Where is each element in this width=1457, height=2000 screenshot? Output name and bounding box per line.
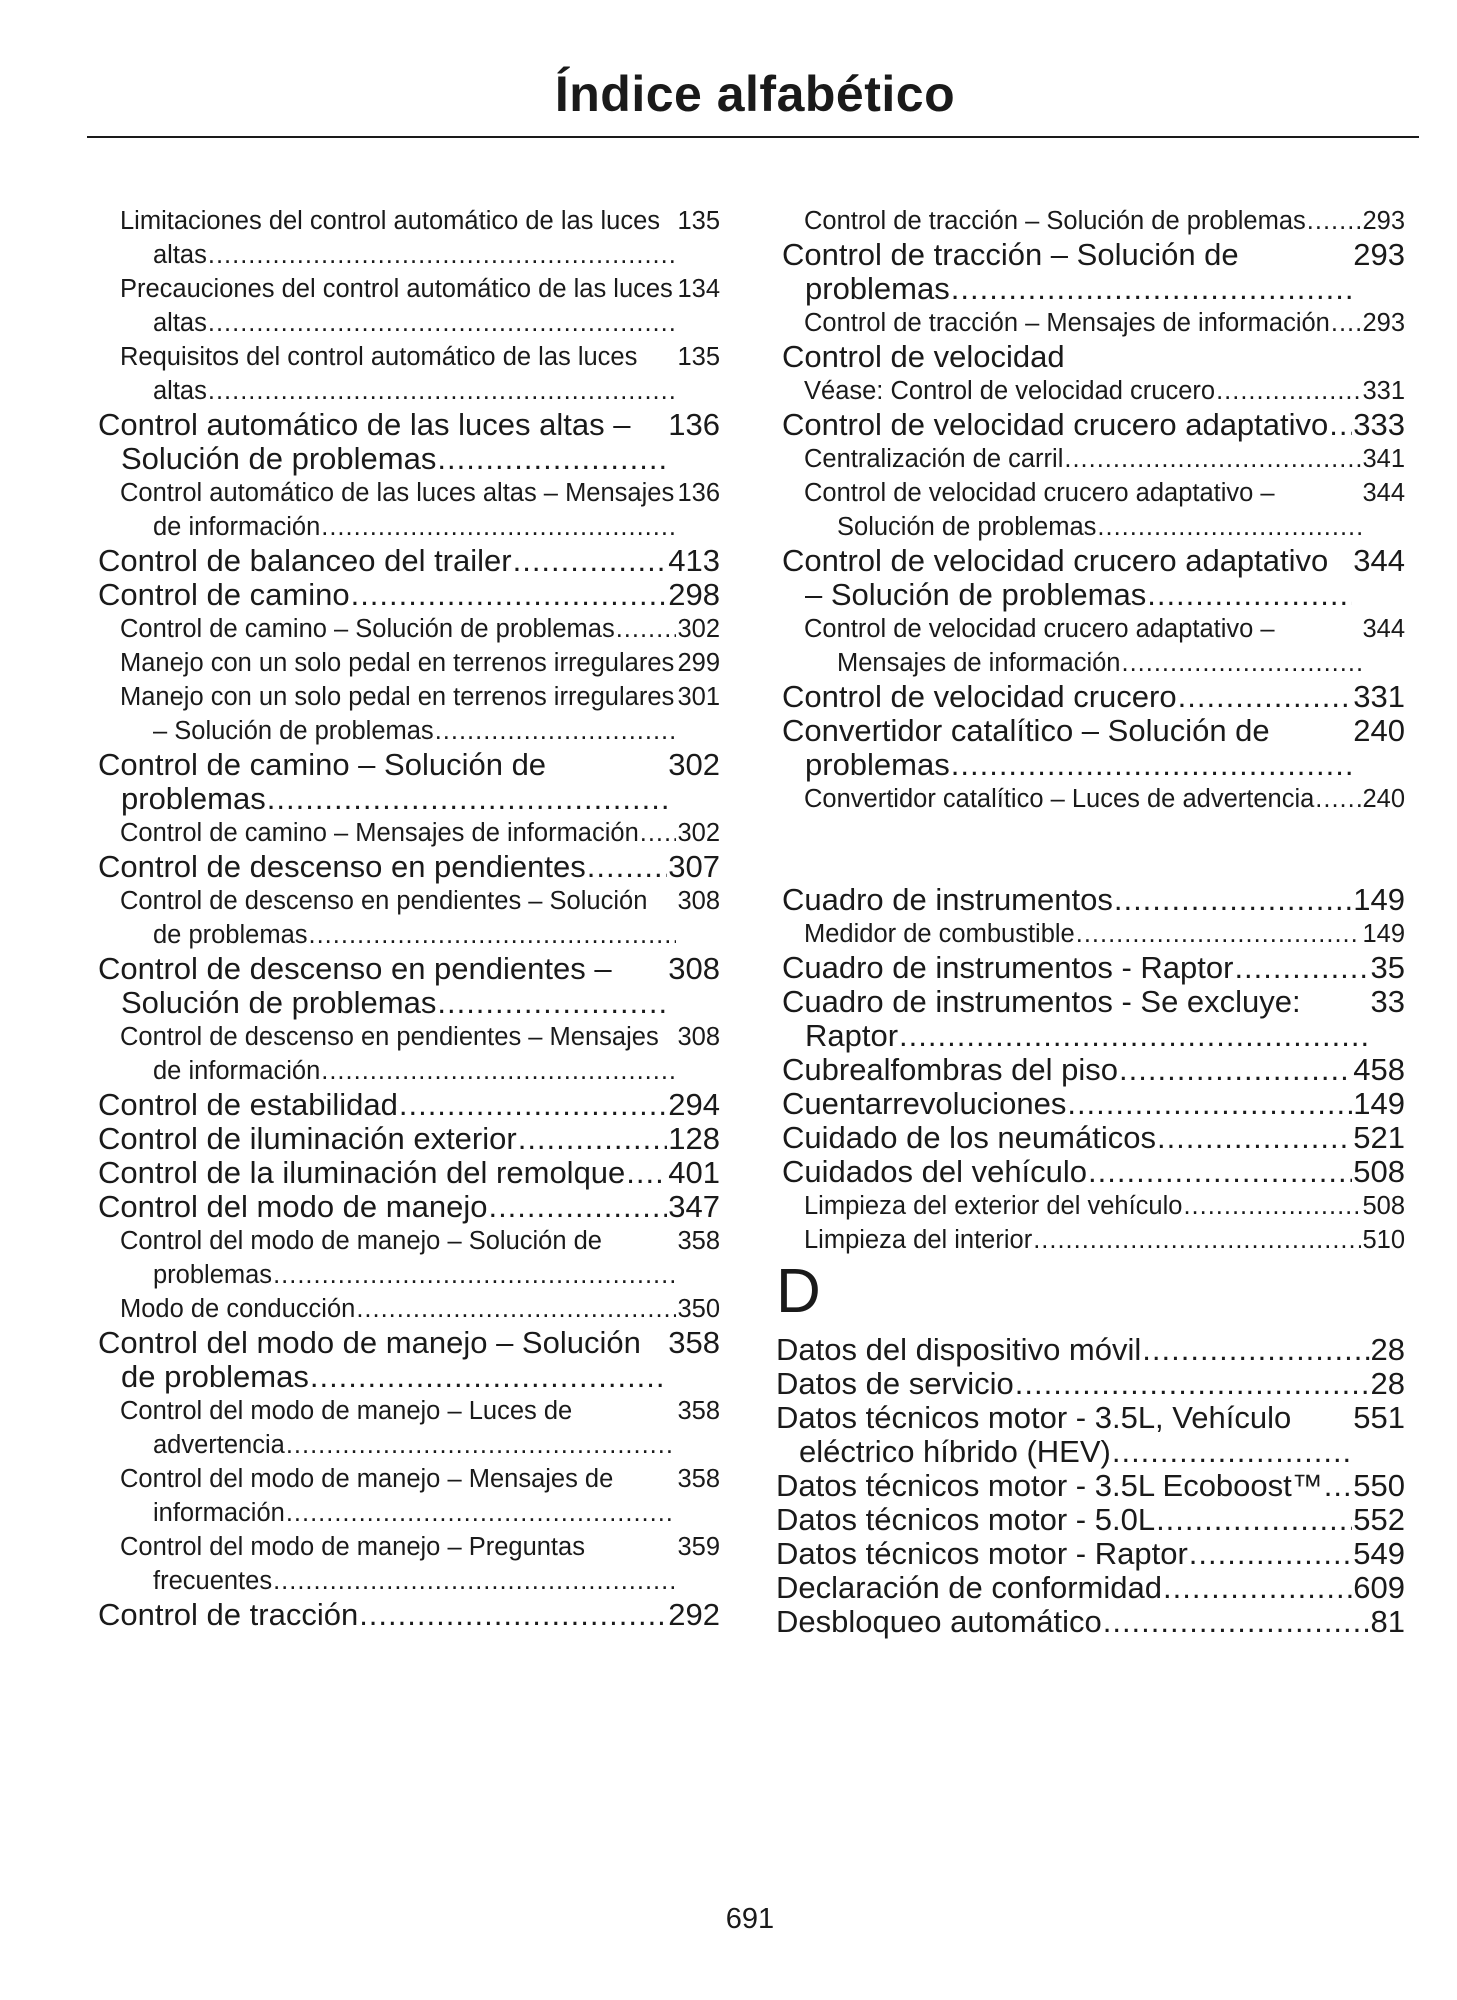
index-page-number: 508	[1353, 1154, 1405, 1189]
index-page-number: 135	[676, 204, 720, 238]
index-page-number: 136	[676, 476, 720, 510]
index-subentry	[782, 204, 1405, 238]
page-title: Índice alfabético	[554, 66, 956, 122]
index-term: Control de descenso en pendientes – Solución de problemas .....	[98, 952, 667, 1020]
index-entry	[98, 748, 720, 816]
index-page-number: 359	[676, 1530, 720, 1564]
index-term: Cuadro de instrumentos .....	[782, 883, 1352, 917]
index-subentry	[782, 1223, 1405, 1257]
index-page-number: 552	[1353, 1502, 1405, 1537]
index-term: Control del modo de manejo .....	[98, 1190, 667, 1224]
index-page-number: 293	[1361, 204, 1405, 238]
index-page-number: 609	[1353, 1570, 1405, 1605]
index-term: Control de estabilidad .....	[98, 1088, 667, 1122]
index-subentry	[782, 476, 1405, 544]
index-term: Datos del dispositivo móvil .....	[776, 1333, 1370, 1367]
index-page-number: 28	[1370, 1366, 1405, 1401]
index-term: Cubrealfombras del piso .....	[782, 1053, 1352, 1087]
index-subentry	[782, 442, 1405, 476]
index-term: Cuadro de instrumentos - Raptor .....	[782, 951, 1370, 985]
index-term: Cuadro de instrumentos - Se excluye: Raptor .....	[782, 985, 1370, 1053]
index-subentry	[98, 272, 720, 340]
index-entry	[782, 1087, 1405, 1121]
index-page-number: 134	[676, 272, 720, 306]
index-term: Control del modo de manejo – Mensajes de información .....	[120, 1462, 676, 1530]
index-entry	[98, 952, 720, 1020]
index-term: Control de descenso en pendientes .....	[98, 850, 667, 884]
index-entry	[98, 1598, 720, 1632]
index-page-number: 240	[1361, 782, 1405, 816]
index-term: Control de velocidad crucero adaptativo .....	[782, 408, 1352, 442]
index-term: Convertidor catalítico – Luces de advertencia .....	[804, 782, 1361, 816]
index-page-number: 521	[1353, 1120, 1405, 1155]
index-page-number: 358	[668, 1325, 720, 1360]
section-letter-d: D	[776, 1257, 821, 1326]
index-term: Control de tracción – Solución de problemas .....	[804, 204, 1361, 238]
index-page-number: 298	[668, 577, 720, 612]
index-term: Medidor de combustible .....	[804, 917, 1361, 951]
index-term: Convertidor catalítico – Solución de problemas .....	[782, 714, 1352, 782]
index-page-number: 136	[668, 407, 720, 442]
index-entry	[98, 544, 720, 578]
index-term: Control del modo de manejo – Preguntas frecuentes .....	[120, 1530, 676, 1598]
index-entry	[98, 1156, 720, 1190]
index-page-number: 128	[668, 1121, 720, 1156]
index-term: Control de velocidad crucero adaptativo – Mensajes de información .....	[804, 612, 1361, 680]
index-term: Declaración de conformidad .....	[776, 1571, 1352, 1605]
index-column-left	[98, 204, 720, 1632]
index-term: Datos técnicos motor - 5.0L .....	[776, 1503, 1352, 1537]
index-subentry	[782, 612, 1405, 680]
index-subentry	[98, 816, 720, 850]
index-term: Requisitos del control automático de las luces altas .....	[120, 340, 676, 408]
index-subentry	[98, 204, 720, 272]
index-page-number: 358	[676, 1224, 720, 1258]
index-entry	[776, 1367, 1405, 1401]
index-term: Datos de servicio .....	[776, 1367, 1370, 1401]
index-term: Control de descenso en pendientes – Mensajes de información .....	[120, 1020, 676, 1088]
index-term: Control de descenso en pendientes – Solución de problemas .....	[120, 884, 676, 952]
index-page-number: 358	[676, 1394, 720, 1428]
index-group-cuadro	[782, 883, 1405, 1257]
index-term: Control de iluminación exterior .....	[98, 1122, 667, 1156]
index-page-number: 293	[1353, 237, 1405, 272]
index-term: Datos técnicos motor - Raptor .....	[776, 1537, 1352, 1571]
index-page-number: 240	[1353, 713, 1405, 748]
index-page-number: 551	[1353, 1400, 1405, 1435]
index-entry	[776, 1469, 1405, 1503]
index-term: Control de la iluminación del remolque .....	[98, 1156, 667, 1190]
index-column-right	[776, 204, 1405, 1639]
index-entry	[98, 578, 720, 612]
index-term: Cuidado de los neumáticos .....	[782, 1121, 1352, 1155]
index-subentry	[782, 374, 1405, 408]
index-subentry	[782, 306, 1405, 340]
index-term: Control de camino – Mensajes de información .....	[120, 816, 676, 850]
index-entry	[782, 985, 1405, 1053]
index-page-number: 307	[668, 849, 720, 884]
index-subentry	[98, 1462, 720, 1530]
index-term: Control del modo de manejo – Solución de problemas .....	[120, 1224, 676, 1292]
index-subentry	[98, 646, 720, 680]
index-entry	[98, 1326, 720, 1394]
index-term: Manejo con un solo pedal en terrenos irregulares .....	[120, 646, 676, 680]
index-page-number: 81	[1370, 1604, 1405, 1639]
index-term: Control de tracción – Mensajes de información .....	[804, 306, 1361, 340]
index-subentry	[98, 612, 720, 646]
index-entry	[782, 238, 1405, 306]
index-term: Datos técnicos motor - 3.5L, Vehículo eléctrico híbrido (HEV) .....	[776, 1401, 1352, 1469]
index-entry	[782, 680, 1405, 714]
index-page-number: 341	[1361, 442, 1405, 476]
index-subentry	[782, 1189, 1405, 1223]
index-term: Control de velocidad	[782, 339, 1065, 374]
index-term: Cuidados del vehículo .....	[782, 1155, 1352, 1189]
index-page-number: 292	[668, 1597, 720, 1632]
index-page-number: 28	[1370, 1332, 1405, 1367]
index-term: Limitaciones del control automático de las luces altas .....	[120, 204, 676, 272]
group-spacer	[782, 816, 1405, 883]
index-page-number: 302	[676, 612, 720, 646]
index-term: Control de velocidad crucero adaptativo – Solución de problemas .....	[804, 476, 1361, 544]
index-page-number: 331	[1353, 679, 1405, 714]
index-term: Precauciones del control automático de las luces altas .....	[120, 272, 676, 340]
index-page-number: 350	[676, 1292, 720, 1326]
index-term: Control del modo de manejo – Solución de problemas .....	[98, 1326, 667, 1394]
index-page-number: 299	[676, 646, 720, 680]
index-entry	[98, 1122, 720, 1156]
index-term: Control de tracción .....	[98, 1598, 667, 1632]
index-term: Desbloqueo automático .....	[776, 1605, 1370, 1639]
index-subentry	[98, 1292, 720, 1326]
index-entry	[782, 883, 1405, 917]
index-page-number: 401	[668, 1155, 720, 1190]
index-subentry	[98, 1020, 720, 1088]
index-entry	[776, 1571, 1405, 1605]
index-subentry	[98, 476, 720, 544]
index-page-number: 331	[1361, 374, 1405, 408]
index-entry	[782, 714, 1405, 782]
index-page-number: 413	[668, 543, 720, 578]
index-page-number: 149	[1361, 917, 1405, 951]
index-group-d	[776, 1333, 1405, 1639]
index-page-number: 549	[1353, 1536, 1405, 1571]
index-entry	[782, 1121, 1405, 1155]
title-divider	[87, 136, 1419, 138]
index-page-number: 358	[676, 1462, 720, 1496]
index-page-number: 458	[1353, 1052, 1405, 1087]
index-entry	[782, 408, 1405, 442]
index-term: Limpieza del interior .....	[804, 1223, 1361, 1257]
page-number: 691	[725, 1903, 775, 1935]
index-entry	[782, 1053, 1405, 1087]
index-subentry	[782, 917, 1405, 951]
index-term: Control de velocidad crucero adaptativo – Solución de problemas .....	[782, 544, 1352, 612]
index-page-number: 301	[676, 680, 720, 714]
index-page-number: 294	[668, 1087, 720, 1122]
index-page-number: 302	[668, 747, 720, 782]
index-page-number: 293	[1361, 306, 1405, 340]
index-page-number: 308	[676, 884, 720, 918]
index-page-number: 347	[668, 1189, 720, 1224]
index-term: Control de camino – Solución de problemas .....	[98, 748, 667, 816]
index-page-number: 308	[668, 951, 720, 986]
index-entry	[776, 1333, 1405, 1367]
index-term: Véase: Control de velocidad crucero .....	[804, 374, 1361, 408]
index-term: Control de balanceo del trailer .....	[98, 544, 667, 578]
index-page-number: 149	[1353, 882, 1405, 917]
index-term: Control de camino – Solución de problemas .....	[120, 612, 676, 646]
index-subentry	[98, 884, 720, 952]
index-subentry	[98, 1530, 720, 1598]
index-term: Limpieza del exterior del vehículo .....	[804, 1189, 1361, 1223]
index-page-number: 35	[1370, 950, 1405, 985]
index-page-number: 308	[676, 1020, 720, 1054]
index-entry	[776, 1401, 1405, 1469]
index-page-number: 302	[676, 816, 720, 850]
index-page-number: 344	[1361, 612, 1405, 646]
index-page-number: 344	[1361, 476, 1405, 510]
index-page-number: 508	[1361, 1189, 1405, 1223]
index-entry	[98, 1190, 720, 1224]
index-term: Control de velocidad crucero .....	[782, 680, 1352, 714]
index-page-number: 333	[1353, 407, 1405, 442]
index-term: Manejo con un solo pedal en terrenos irregulares – Solución de problemas .....	[120, 680, 676, 748]
index-entry	[782, 951, 1405, 985]
index-page-number: 344	[1353, 543, 1405, 578]
index-term: Control del modo de manejo – Luces de advertencia .....	[120, 1394, 676, 1462]
index-entry	[782, 340, 1405, 374]
index-term: Datos técnicos motor - 3.5L Ecoboost™ .....	[776, 1469, 1352, 1503]
index-group-control	[782, 204, 1405, 816]
index-page-number: 510	[1361, 1223, 1405, 1257]
index-entry	[776, 1537, 1405, 1571]
index-page-number: 33	[1370, 984, 1405, 1019]
index-term: Cuentarrevoluciones .....	[782, 1087, 1352, 1121]
index-term: Control automático de las luces altas – Mensajes de información .....	[120, 476, 676, 544]
index-subentry	[98, 1224, 720, 1292]
index-term: Control de camino .....	[98, 578, 667, 612]
index-entry	[776, 1605, 1405, 1639]
index-term: Modo de conducción .....	[120, 1292, 676, 1326]
index-subentry	[98, 340, 720, 408]
index-term: Control de tracción – Solución de problemas .....	[782, 238, 1352, 306]
index-entry	[98, 408, 720, 476]
index-subentry	[98, 680, 720, 748]
index-subentry	[98, 1394, 720, 1462]
index-entry	[98, 850, 720, 884]
index-page-number: 149	[1353, 1086, 1405, 1121]
index-entry	[98, 1088, 720, 1122]
index-entry	[782, 1155, 1405, 1189]
index-entry	[782, 544, 1405, 612]
index-page-number: 550	[1353, 1468, 1405, 1503]
index-entry	[776, 1503, 1405, 1537]
index-subentry	[782, 782, 1405, 816]
index-term: Centralización de carril .....	[804, 442, 1361, 476]
index-page-number: 135	[676, 340, 720, 374]
index-term: Control automático de las luces altas – Solución de problemas .....	[98, 408, 667, 476]
